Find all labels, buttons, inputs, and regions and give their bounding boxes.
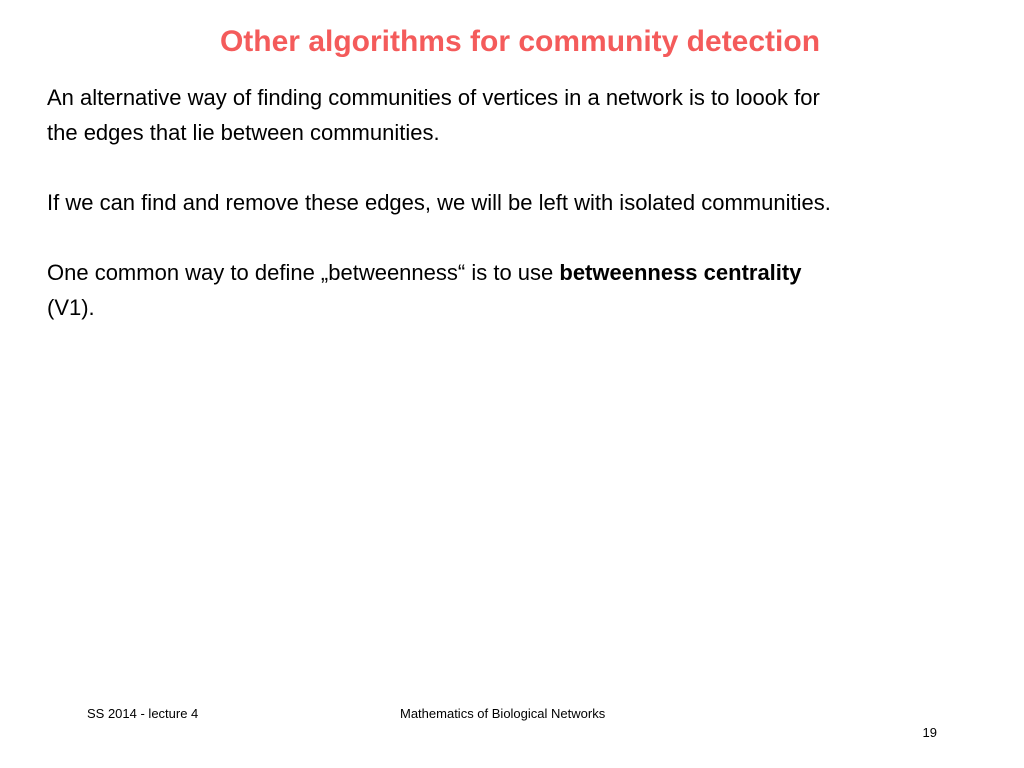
slide-body <box>47 80 987 360</box>
betweenness-centrality-term: betweenness centrality <box>559 260 802 285</box>
page-number: 19 <box>922 725 937 740</box>
footer-course-title: Mathematics of Biological Networks <box>400 706 606 721</box>
paragraph-remove-edges <box>47 185 987 220</box>
paragraph3-line1-prefix: One common way to define „betweenness“ is to use <box>47 260 560 285</box>
paragraph3-line2: (V1). <box>47 295 95 320</box>
footer-lecture-label: SS 2014 - lecture 4 <box>87 706 199 721</box>
paragraph1-line1: An alternative way of finding communities of vertices in a network is to loook for <box>47 85 820 110</box>
paragraph-edges-between-communities <box>47 80 987 150</box>
paragraph3-line1 <box>47 255 987 290</box>
paragraph-betweenness <box>47 255 987 325</box>
slide-title: Other algorithms for community detection <box>219 25 821 58</box>
paragraph2-line1: If we can find and remove these edges, we will be left with isolated communities. <box>47 190 831 215</box>
paragraph1-line2: the edges that lie between communities. <box>47 120 440 145</box>
